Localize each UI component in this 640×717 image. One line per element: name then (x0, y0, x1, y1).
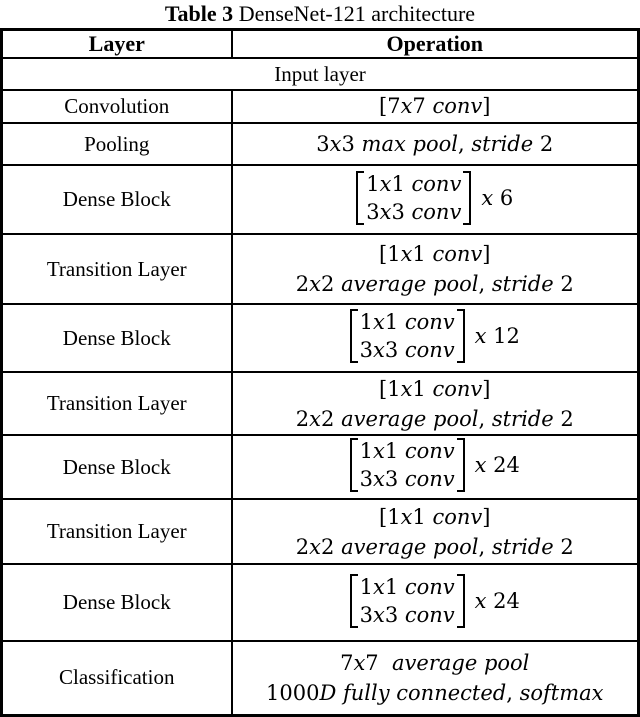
right-bracket-icon (463, 171, 471, 225)
matrix-multiplier: x 24 (474, 588, 520, 613)
layer-cell: Dense Block (2, 564, 232, 641)
matrix-line: 3x3 conv (366, 199, 462, 224)
table-caption-text: DenseNet-121 architecture (233, 1, 476, 26)
conv-matrix (350, 436, 520, 494)
matrix-line: 1x1 conv (359, 574, 455, 599)
matrix-line: 3x3 conv (359, 467, 455, 491)
operation-math: 1000D fully connected, softmax (266, 680, 604, 705)
operation-cell (232, 435, 639, 499)
table-caption-number: Table 3 (164, 1, 234, 26)
operation-math: [7x7 conv] (379, 94, 491, 118)
operation-cell (232, 123, 639, 165)
operation-math: [1x1 conv] (379, 504, 491, 529)
right-bracket-icon (457, 438, 465, 492)
operation-cell (232, 372, 639, 435)
table-row (2, 499, 639, 564)
table-row (2, 165, 639, 234)
layer-cell: Transition Layer (2, 234, 232, 304)
table-row (2, 372, 639, 435)
matrix-line: 1x1 conv (359, 439, 455, 463)
table-caption (0, 0, 640, 28)
right-bracket-icon (457, 574, 465, 628)
densenet-architecture-table (0, 28, 640, 717)
operation-cell (232, 499, 639, 564)
layer-cell: Dense Block (2, 304, 232, 372)
operation-math: 7x7 average pool (340, 650, 530, 675)
operation-math: [1x1 conv] (379, 376, 491, 401)
column-header-layer: Layer (2, 30, 232, 59)
table-row (2, 123, 639, 165)
input-layer-cell: Input layer (2, 58, 639, 90)
right-bracket-icon (457, 309, 465, 363)
table-row (2, 564, 639, 641)
matrix-multiplier: x 6 (481, 185, 514, 210)
layer-cell: Transition Layer (2, 499, 232, 564)
table-row (2, 90, 639, 123)
table-row (2, 435, 639, 499)
matrix-line: 3x3 conv (359, 338, 455, 362)
operation-cell (232, 90, 639, 123)
operation-cell (232, 564, 639, 641)
operation-cell (232, 304, 639, 372)
column-header-operation: Operation (232, 30, 639, 59)
operation-cell (232, 234, 639, 304)
header-row (2, 30, 639, 59)
table-row (2, 304, 639, 372)
operation-math: 2x2 average pool, stride 2 (295, 406, 574, 431)
input-layer-row (2, 58, 639, 90)
matrix-line: 3x3 conv (359, 602, 455, 627)
left-bracket-icon (350, 574, 358, 628)
left-bracket-icon (350, 438, 358, 492)
conv-matrix (350, 572, 520, 630)
layer-cell: Pooling (2, 123, 232, 165)
layer-cell: Transition Layer (2, 372, 232, 435)
matrix-multiplier: x 24 (474, 453, 520, 477)
table-row (2, 234, 639, 304)
layer-cell: Dense Block (2, 165, 232, 234)
matrix-multiplier: x 12 (474, 324, 520, 348)
operation-math: 3x3 max pool, stride 2 (316, 131, 554, 156)
left-bracket-icon (350, 309, 358, 363)
layer-cell: Classification (2, 641, 232, 715)
layer-cell: Convolution (2, 90, 232, 123)
matrix-line: 1x1 conv (359, 310, 455, 334)
operation-math: 2x2 average pool, stride 2 (295, 272, 574, 296)
layer-cell: Dense Block (2, 435, 232, 499)
left-bracket-icon (356, 171, 364, 225)
conv-matrix (356, 169, 513, 227)
operation-math: 2x2 average pool, stride 2 (295, 534, 574, 559)
conv-matrix (350, 307, 520, 365)
table-row (2, 641, 639, 715)
matrix-line: 1x1 conv (366, 171, 462, 196)
operation-math: [1x1 conv] (379, 242, 491, 266)
operation-cell (232, 165, 639, 234)
operation-cell (232, 641, 639, 715)
